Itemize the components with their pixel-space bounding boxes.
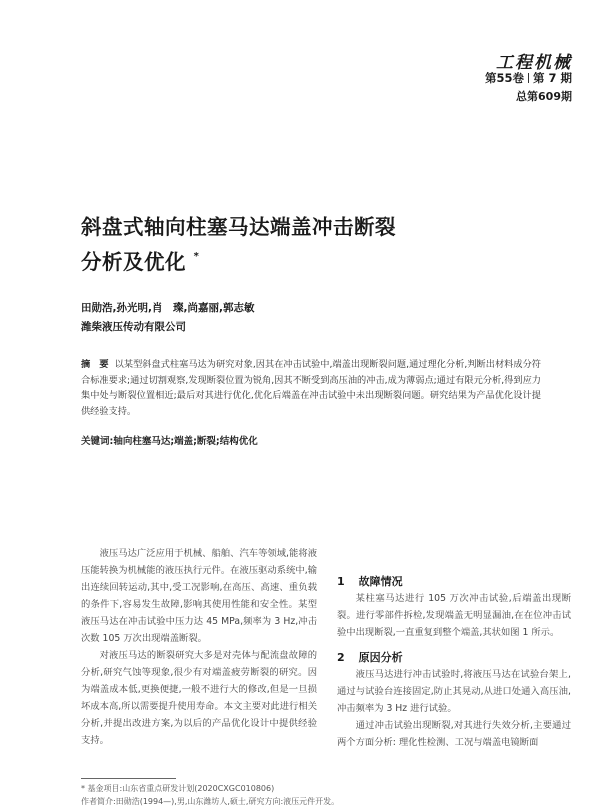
section-2-heading (337, 649, 571, 666)
issue-number: 第 7 期 (532, 71, 572, 85)
section-2-text: 液压马达进行冲击试验时,将液压马达在试验台架上,通过与试验台连接固定,防止其晃动,从进口处通入高压油,冲击频率为 3 Hz 进行试验。 (337, 669, 571, 714)
separator (528, 73, 529, 83)
title-line-2-text: 分析及优化 (81, 250, 186, 274)
section-number: 1 (337, 575, 345, 588)
section-1-heading (337, 573, 571, 590)
volume-number: 第55卷 (484, 71, 524, 85)
section-title: 原因分析 (358, 651, 403, 664)
footnote-fund: * 基金项目:山东省重点研发计划(2020CXGC010806) (81, 784, 275, 793)
abstract-text: 以某型斜盘式柱塞马达为研究对象,因其在冲击试验中,端盖出现断裂问题,通过理化分析,判断出材料成分符合标准要求;通过切割观察,发现断裂位置为锐角,因其不断受到高压油的冲击,成为薄弱点;通过有限元分析,得到应力集中处与断裂位置相近;最后对其进行优化,优化后端盖在冲击试验中未出现断裂问题。研究结果为产品优化设计提供经验支持。 (81, 359, 541, 417)
abstract (81, 357, 541, 419)
title-footnote-mark: * (193, 251, 200, 262)
keywords (81, 433, 258, 447)
body-paragraph: 液压马达广泛应用于机械、船舶、汽车等领域,能将液压能转换为机械能的液压执行元件。在液压驱动系统中,输出连续回转运动,其中,受工况影响,在高压、高速、重负载的条件下,容易发生故障,影响其使用性能和安全性。某型液压马达在冲击试验中压力达 45 MPa,频率为 3 Hz,冲击次数 105 万次出现端盖断裂。 (81, 548, 317, 644)
section-title: 故障情况 (358, 575, 403, 588)
article-title (81, 212, 541, 277)
abstract-label: 摘 要 (81, 359, 109, 370)
body-right-column (337, 573, 571, 751)
total-issue: 总第609期 (516, 90, 572, 103)
affiliation: 潍柴液压传动有限公司 (81, 321, 186, 333)
keywords-label: 关键词: (81, 436, 114, 447)
footnote-author-bio: 作者简介:田勋浩(1994—),男,山东潍坊人,硕士,研究方向:液压元件开发。 (81, 797, 340, 806)
volume-issue (485, 70, 572, 86)
journal-name: 工程机械 (496, 53, 572, 73)
section-1-text: 某柱塞马达进行 105 万次冲击试验,后端盖出现断裂。进行零部件拆检,发现端盖无明显漏油,在在位冲击试验中出现断裂,一直重复到整个端盖,其状如图 1 所示。 (337, 593, 571, 638)
section-number: 2 (337, 651, 345, 664)
section-2-text: 通过冲击试验出现断裂,对其进行失效分析,主要通过两个方面分析: 理化性检测、工况与端盖电镜断面 (337, 720, 571, 748)
title-line-2 (81, 242, 541, 277)
author-list: 田勋浩,孙光明,肖 璨,尚嘉丽,郭志敏 (81, 302, 255, 314)
footnote-rule (81, 778, 176, 779)
title-line-1: 斜盘式轴向柱塞马达端盖冲击断裂 (81, 215, 396, 239)
body-left-column (81, 545, 317, 749)
body-paragraph: 对液压马达的断裂研究大多是对壳体与配流盘故障的分析,研究气蚀等现象,很少有对端盖疲劳断裂的研究。因为端盖成本低,更换便捷,一般不进行大的修改,但是一旦损坏成本高,所以需要提升使用寿命。本文主要对此进行相关分析,并提出改进方案,为以后的产品优化设计中提供经验支持。 (81, 650, 317, 746)
keywords-text: 轴向柱塞马达;端盖;断裂;结构优化 (113, 436, 258, 447)
